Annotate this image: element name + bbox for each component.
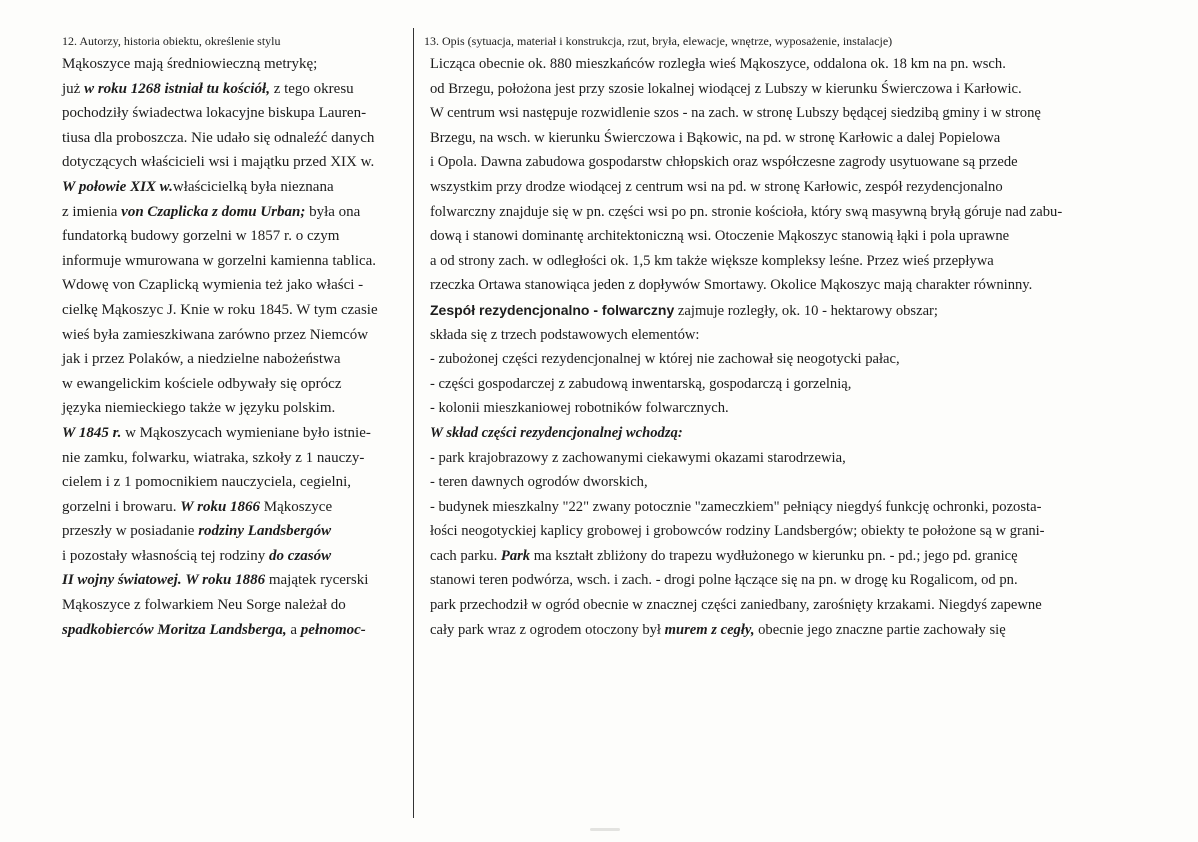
text-line bbox=[62, 175, 412, 200]
text-run: informuje wmurowana w gorzelni kamienna tablica. bbox=[62, 252, 377, 269]
text-run: jak i przez Polaków, a niedzielne nabożeństwa bbox=[62, 351, 341, 368]
text-line bbox=[62, 544, 412, 569]
text-run: cielem i z 1 pomocnikiem nauczyciela, cegielni, bbox=[62, 474, 352, 491]
text-line bbox=[422, 470, 1167, 495]
text-run: a od strony zach. w odległości ok. 1,5 km także większe kompleksy leśne. Przez wieś przepływa bbox=[430, 252, 994, 269]
text-line bbox=[62, 470, 412, 495]
text-line bbox=[422, 150, 1167, 175]
text-line bbox=[62, 446, 412, 471]
text-run: właścicielką była nieznana bbox=[172, 178, 334, 195]
text-run: cach parku. bbox=[430, 547, 501, 564]
text-line bbox=[422, 323, 1167, 348]
text-line bbox=[422, 593, 1167, 618]
text-run: już bbox=[62, 80, 85, 97]
text-line bbox=[422, 77, 1167, 102]
text-run: - kolonii mieszkaniowej robotników folwarcznych. bbox=[430, 400, 729, 417]
text-run: przeszły w posiadanie bbox=[62, 523, 199, 540]
text-line bbox=[422, 446, 1167, 471]
text-line bbox=[62, 77, 412, 102]
text-run: - teren dawnych ogrodów dworskich, bbox=[430, 474, 648, 491]
text-run: gorzelni i browaru. bbox=[62, 498, 181, 515]
scan-mark bbox=[590, 828, 620, 831]
text-line bbox=[422, 544, 1167, 569]
text-run: park przechodził w ogród obecnie w znacznej części zaniedbany, zarośnięty krzakami. Niegdyś zapewne bbox=[430, 597, 1042, 614]
text-line bbox=[422, 52, 1167, 77]
text-line bbox=[62, 224, 412, 249]
emphasis-text: rodziny Landsbergów bbox=[198, 523, 332, 540]
text-run: i pozostały własnością tej rodziny bbox=[62, 547, 270, 564]
text-run: ma kształt zbliżony do trapezu wydłużonego w kierunku pn. - pd.; jego pd. granicę bbox=[530, 547, 1018, 564]
text-run: majątek rycerski bbox=[265, 572, 369, 589]
text-line bbox=[422, 519, 1167, 544]
text-line bbox=[62, 593, 412, 618]
text-run: fundatorką budowy gorzelni w 1857 r. o czym bbox=[62, 228, 340, 245]
text-run: wszystkim przy drodze wiodącej z centrum wsi na pd. w stronę Karłowic, zespół rezydencjonalno bbox=[430, 178, 1003, 195]
history-text bbox=[62, 52, 412, 642]
text-line bbox=[422, 347, 1167, 372]
text-line bbox=[62, 421, 412, 446]
history-column bbox=[62, 30, 412, 642]
text-line bbox=[422, 224, 1167, 249]
text-run: pochodziły świadectwa lokacyjne biskupa Lauren- bbox=[62, 105, 367, 122]
text-line bbox=[62, 200, 412, 225]
text-line bbox=[422, 568, 1167, 593]
text-run: cielkę Mąkoszyc J. Knie w roku 1845. W tym czasie bbox=[62, 301, 378, 318]
emphasis-text: von Czaplicka z domu Urban; bbox=[121, 203, 306, 220]
text-run: z imienia bbox=[62, 203, 122, 220]
text-run: W centrum wsi następuje rozwidlenie szos - na zach. w stronę Lubszy będącej siedzibą gminy i w stronę bbox=[430, 105, 1041, 122]
text-line bbox=[62, 568, 412, 593]
text-run: - park krajobrazowy z zachowanymi ciekawymi okazami starodrzewia, bbox=[430, 449, 846, 466]
text-run: składa się z trzech podstawowych elementów: bbox=[430, 326, 700, 343]
text-line bbox=[62, 150, 412, 175]
emphasis-text: spadkobierców Moritza Landsberga, bbox=[62, 621, 287, 638]
text-line bbox=[422, 175, 1167, 200]
text-run: - części gospodarczej z zabudową inwentarską, gospodarczą i gorzelnią, bbox=[430, 375, 852, 392]
text-line bbox=[62, 372, 412, 397]
text-run: tiusa dla proboszcza. Nie udało się odnaleźć danych bbox=[62, 129, 375, 146]
text-run: Wdowę von Czaplicką wymienia też jako właści - bbox=[62, 277, 364, 294]
text-run: dotyczących właścicieli wsi i majątku przed XIX w. bbox=[62, 154, 375, 171]
text-line bbox=[422, 421, 1167, 446]
emphasis-text: W połowie XIX w. bbox=[62, 178, 173, 195]
emphasis-text: murem z cegły, bbox=[664, 621, 755, 638]
text-run: była ona bbox=[305, 203, 361, 220]
text-run: od Brzegu, położona jest przy szosie lokalnej wiodącej z Lubszy w kierunku Świerczowa i Karłowic. bbox=[430, 80, 1022, 97]
text-line bbox=[62, 495, 412, 520]
text-line bbox=[62, 396, 412, 421]
emphasis-text: W roku 1886 bbox=[185, 572, 266, 589]
emphasis-text: W roku 1866 bbox=[180, 498, 261, 515]
text-line bbox=[62, 618, 412, 643]
text-run: cały park wraz z ogrodem otoczony był bbox=[430, 621, 665, 638]
text-run: wieś była zamieszkiwana zarówno przez Niemców bbox=[62, 326, 369, 343]
text-run: folwarczny znajduje się w pn. części wsi po pn. stronie kościoła, który swą masywną bryłą góruje nad zabu- bbox=[430, 203, 1063, 220]
section-13-header: 13. Opis (sytuacja, materiał i konstrukcja, rzut, bryła, elewacje, wnętrze, wyposażenie, instalacje) bbox=[424, 34, 893, 48]
text-run: obecnie jego znaczne partie zachowały się bbox=[754, 621, 1006, 638]
text-line bbox=[422, 495, 1167, 520]
emphasis-text: II wojny światowej. bbox=[62, 572, 182, 589]
emphasis-text: do czasów bbox=[269, 547, 332, 564]
text-line bbox=[422, 126, 1167, 151]
text-run: rzeczka Ortawa stanowiąca jeden z dopływów Smortawy. Okolice Mąkoszyc mają charakter równinny. bbox=[430, 277, 1033, 294]
emphasis-text: pełnomoc- bbox=[300, 621, 366, 638]
text-line bbox=[62, 347, 412, 372]
text-line bbox=[62, 126, 412, 151]
text-run: z tego okresu bbox=[269, 80, 354, 97]
text-line bbox=[422, 372, 1167, 397]
text-line bbox=[62, 519, 412, 544]
text-line bbox=[62, 298, 412, 323]
text-run: Brzegu, na wsch. w kierunku Świerczowa i Bąkowic, na pd. w stronę Karłowic a dalej Popielowa bbox=[430, 129, 1001, 146]
text-run: łości neogotyckiej kaplicy grobowej i grobowców rodziny Landsbergów; obiekty te położone są w grani- bbox=[430, 523, 1045, 540]
text-run: języka niemieckiego także w języku polskim. bbox=[62, 400, 336, 417]
text-run: nie zamku, folwarku, wiatraka, szkoły z 1 nauczy- bbox=[62, 449, 365, 466]
description-column bbox=[422, 30, 1167, 642]
text-run: Licząca obecnie ok. 880 mieszkańców rozległa wieś Mąkoszyce, oddalona ok. 18 km na pn. wsch. bbox=[430, 56, 1006, 72]
text-run: Mąkoszyce mają średniowieczną metrykę; bbox=[62, 56, 318, 72]
text-run: - zubożonej części rezydencjonalnej w której nie zachował się neogotycki pałac, bbox=[430, 351, 900, 368]
text-run: a bbox=[286, 621, 301, 638]
text-line bbox=[62, 249, 412, 274]
text-line bbox=[422, 618, 1167, 643]
text-run: w ewangelickim kościele odbywały się oprócz bbox=[62, 375, 342, 392]
text-line bbox=[422, 200, 1167, 225]
text-line bbox=[422, 298, 1167, 323]
text-run: Mąkoszyce z folwarkiem Neu Sorge należał do bbox=[62, 597, 346, 614]
text-line bbox=[62, 52, 412, 77]
text-line bbox=[422, 396, 1167, 421]
emphasis-text: Zespół rezydencjonalno - folwarczny bbox=[430, 301, 675, 318]
text-run: - budynek mieszkalny "22" zwany potocznie "zameczkiem" pełniący niegdyś funkcję ochronki, pozosta- bbox=[430, 498, 1042, 515]
text-line bbox=[62, 323, 412, 348]
emphasis-text: W skład części rezydencjonalnej wchodzą: bbox=[430, 424, 683, 441]
section-12-header: 12. Autorzy, historia obiektu, określenie stylu bbox=[62, 34, 281, 48]
emphasis-text: W 1845 r. bbox=[62, 424, 122, 441]
text-line bbox=[62, 273, 412, 298]
text-run: Mąkoszyce bbox=[260, 498, 333, 515]
column-divider bbox=[413, 28, 414, 818]
text-line bbox=[422, 273, 1167, 298]
text-line bbox=[422, 101, 1167, 126]
text-run: zajmuje rozległy, ok. 10 - hektarowy obszar; bbox=[674, 302, 938, 319]
text-run: stanowi teren podwórza, wsch. i zach. - drogi polne łączące się na pn. w drogę ku Rogalicom, od pn. bbox=[430, 572, 1018, 589]
description-text bbox=[422, 52, 1167, 642]
text-line bbox=[62, 101, 412, 126]
text-line bbox=[422, 249, 1167, 274]
text-run: dową i stanowi dominantę architektoniczną wsi. Otoczenie Mąkoszyc stanowią łąki i pola uprawne bbox=[430, 228, 1010, 245]
text-run: w Mąkoszycach wymieniane było istnie- bbox=[121, 424, 371, 441]
emphasis-text: w roku 1268 istniał tu kościół, bbox=[84, 80, 270, 97]
text-run: i Opola. Dawna zabudowa gospodarstw chłopskich oraz współczesne zagrody usytuowane są przede bbox=[430, 154, 1018, 171]
emphasis-text: Park bbox=[500, 547, 531, 564]
